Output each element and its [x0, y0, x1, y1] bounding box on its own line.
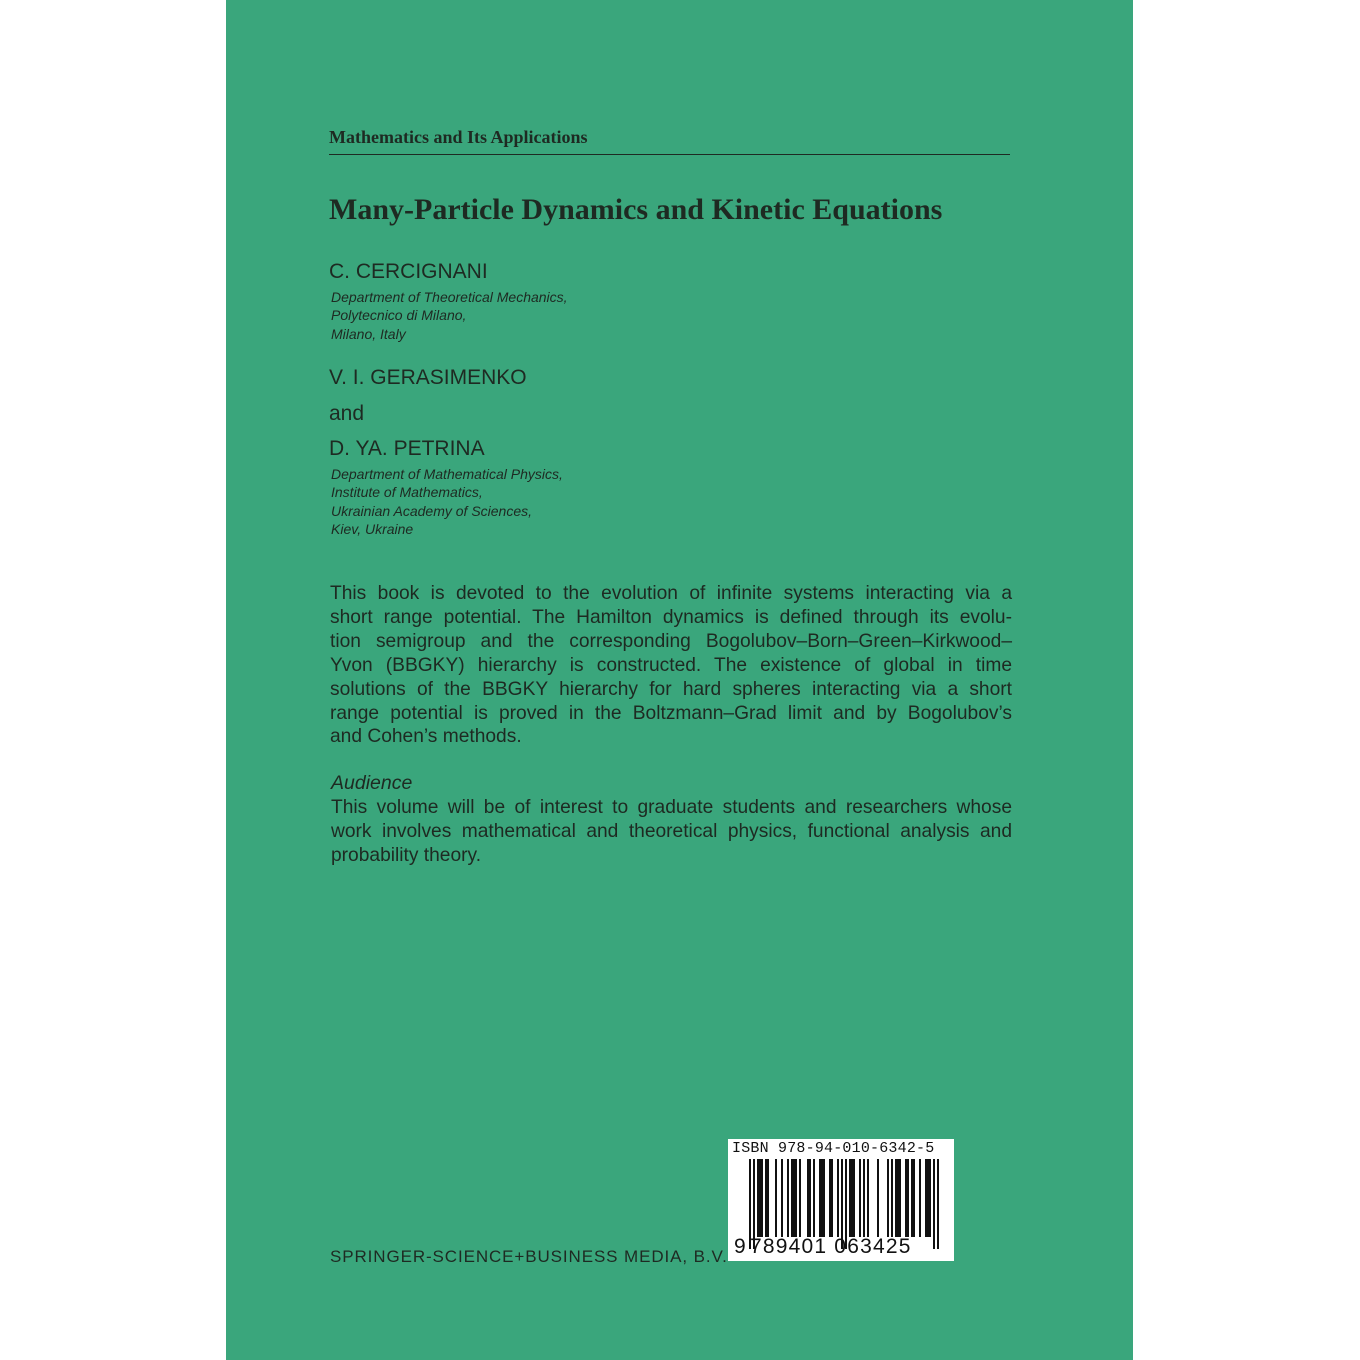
barcode-bar: [933, 1159, 935, 1249]
barcode-bar: [927, 1159, 929, 1237]
author-affiliation: Department of Theoretical Mechanics, Polytecnico di Milano, Milano, Italy: [331, 289, 568, 342]
ean-first-digit: 9: [734, 1235, 746, 1258]
barcode-bar: [859, 1159, 861, 1237]
author-affiliation: Department of Mathematical Physics, Institute of Mathematics, Ukrainian Academy of Sciences, Kiev, Ukraine: [331, 466, 563, 537]
barcode-bar: [799, 1159, 801, 1237]
barcode-bar: [813, 1159, 815, 1237]
barcode-bar: [925, 1159, 927, 1237]
barcode-bar: [787, 1159, 789, 1237]
barcode-bar: [761, 1159, 763, 1237]
barcode-bar: [821, 1159, 823, 1237]
barcode-bar: [919, 1159, 921, 1237]
barcode-bar: [897, 1159, 899, 1237]
barcode-bar: [929, 1159, 931, 1237]
author-name: D. YA. PETRINA: [329, 437, 485, 460]
audience-text: This volume will be of interest to graduate students and researchers whose work involves mathematical and theoretical physics, functional analysis and probability theory.: [331, 797, 1012, 866]
barcode-bar: [823, 1159, 825, 1237]
barcode-bar: [795, 1159, 797, 1237]
barcode-bar: [759, 1159, 761, 1237]
barcode-bar: [767, 1159, 769, 1237]
barcode-bar: [849, 1159, 851, 1237]
barcode-bar: [809, 1159, 811, 1237]
barcode-bar: [913, 1159, 915, 1237]
barcode-bar: [793, 1159, 795, 1237]
barcode-bar: [837, 1159, 839, 1237]
barcode-bar: [829, 1159, 831, 1237]
barcode-bar: [775, 1159, 777, 1237]
barcode-bar: [863, 1159, 865, 1237]
barcode-bar: [895, 1159, 897, 1237]
publisher-name: SPRINGER-SCIENCE+BUSINESS MEDIA, B.V.: [330, 1247, 728, 1266]
author-name: V. I. GERASIMENKO: [329, 366, 527, 389]
book-title: Many-Particle Dynamics and Kinetic Equations: [329, 193, 943, 226]
barcode-bar: [853, 1159, 855, 1237]
barcode-bar: [899, 1159, 901, 1237]
barcode-bar: [819, 1159, 821, 1237]
barcode-bar: [807, 1159, 809, 1237]
and-label: and: [329, 402, 365, 425]
barcode-bar: [891, 1159, 893, 1237]
barcode-bar: [867, 1159, 869, 1237]
barcode-bar: [907, 1159, 909, 1237]
author-name: C. CERCIGNANI: [329, 260, 488, 283]
barcode-bar: [781, 1159, 783, 1237]
barcode-bar: [851, 1159, 853, 1237]
barcode-bar: [791, 1159, 793, 1237]
audience-heading: Audience: [331, 772, 413, 794]
barcode-bar: [757, 1159, 759, 1237]
barcode-bar: [937, 1159, 939, 1249]
series-name: Mathematics and Its Applications: [329, 127, 1010, 155]
book-description: This book is devoted to the evolution of infinite systems interacting via a short range potential. The Hamilton dynamics is defined through its evolu- tion semigroup and the corresponding Bogolubov–Born–Green–Kirkwood– Yvon (BBGKY) hierarchy is constructed. The existence of global in time solutions of the BBGKY hierarchy for hard spheres interacting via a short range potential is proved in the Boltzmann–Grad limit and by Bogolubov’s and Cohen’s methods.: [330, 583, 1012, 748]
isbn-barcode: [728, 1139, 954, 1261]
isbn-label: ISBN 978-94-010-6342-5: [732, 1140, 935, 1157]
ean-digits: 789401 063425: [750, 1235, 912, 1258]
barcode-bar: [765, 1159, 767, 1237]
barcode-bar: [911, 1159, 913, 1237]
barcode-bar: [831, 1159, 833, 1237]
barcode-bar: [887, 1159, 889, 1237]
barcode-bar: [905, 1159, 907, 1237]
barcode-bar: [877, 1159, 879, 1237]
